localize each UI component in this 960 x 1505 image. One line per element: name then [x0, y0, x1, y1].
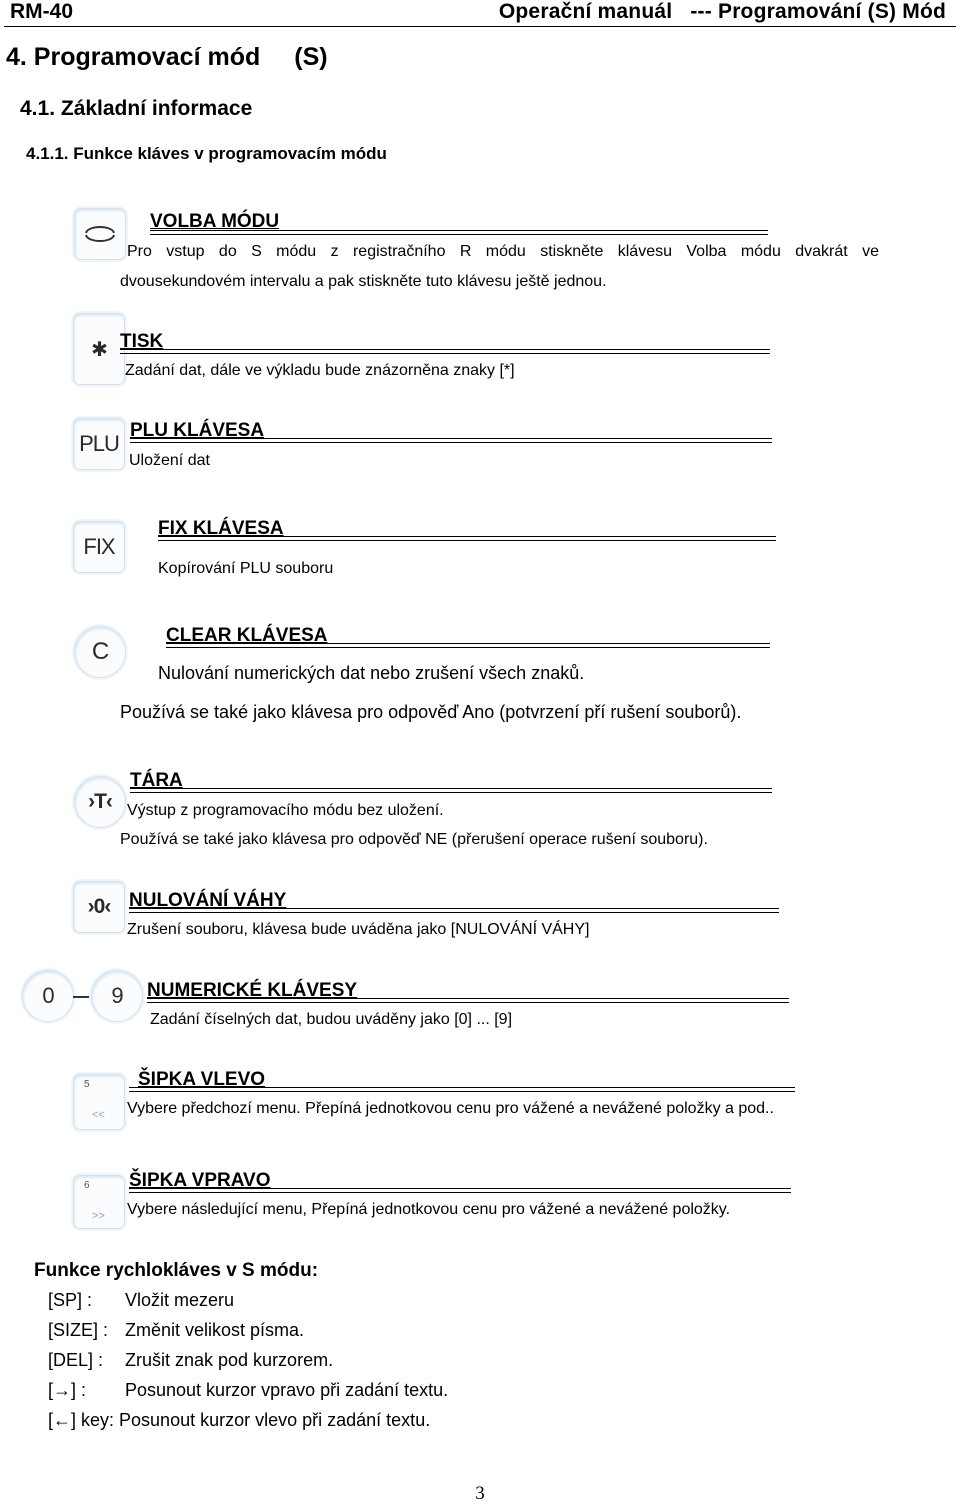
numeric-key-9-icon: 9	[91, 970, 143, 1022]
arrow-left-key-icon: 5 <<	[73, 1074, 125, 1130]
title-rule	[120, 349, 770, 354]
quick-key-text: Změnit velikost písma.	[125, 1320, 305, 1340]
range-dash	[73, 996, 91, 998]
key-desc-plu: Uložení dat	[129, 452, 210, 469]
asterisk-key-icon: ✱	[73, 313, 125, 385]
key-title-left: ŠIPKA VLEVO	[138, 1069, 266, 1090]
title-rule	[166, 643, 770, 648]
quick-key-text: Posunout kurzor vpravo při zadání textu.	[125, 1380, 449, 1400]
quick-keys-title: Funkce rychlokláves v S módu:	[34, 1260, 319, 1281]
key-title-numeric: NUMERICKÉ KLÁVESY	[147, 980, 358, 1001]
chapter-suffix: (S)	[294, 43, 328, 71]
title-rule	[129, 1087, 795, 1092]
arrow-right-key-icon: 6 >>	[73, 1175, 125, 1229]
quick-key-label: [→] :	[48, 1380, 87, 1400]
key-desc-mode-2: dvousekundovém intervalu a pak stiskněte tuto klávesu ještě jednou.	[120, 273, 607, 290]
quick-key-label: [DEL] :	[48, 1350, 104, 1370]
section-heading: 4.1. Základní informace	[20, 97, 253, 120]
quick-key-text: Posunout kurzor vlevo při zadání textu.	[119, 1410, 431, 1430]
key-desc-tare-2: Používá se také jako klávesa pro odpověď NE (přerušení operace rušení souboru).	[120, 831, 708, 848]
key-desc-print: Zadání dat, dále ve výkladu bude znázorněna znaky [*]	[125, 362, 515, 379]
quick-key-label: [←] key:	[48, 1410, 115, 1430]
fix-key-icon: FIX	[73, 521, 125, 573]
key-desc-numeric: Zadání číselných dat, budou uváděny jako [0] ... [9]	[150, 1011, 513, 1028]
quick-key-label: [SP] :	[48, 1290, 93, 1310]
key-desc-left: Vybere předchozí menu. Přepíná jednotkovou cenu pro vážené a nevážené položky a pod..	[127, 1100, 774, 1117]
chapter-title: 4. Programovací mód	[6, 43, 261, 71]
title-rule	[129, 908, 779, 913]
tare-key-icon: ›T‹	[74, 776, 126, 828]
key-desc-clear-1: Nulování numerických dat nebo zrušení všech znaků.	[158, 663, 585, 683]
quick-key-row	[48, 1290, 234, 1311]
key-desc-zero: Zrušení souboru, klávesa bude uváděna jako [NULOVÁNÍ VÁHY]	[127, 921, 590, 938]
page-number: 3	[475, 1483, 485, 1504]
key-desc-right: Vybere následující menu, Přepíná jednotkovou cenu pro vážené a nevážené položky.	[127, 1201, 731, 1218]
key-title-print: TISK	[120, 331, 164, 352]
clear-key-icon: C	[74, 626, 126, 678]
quick-key-text: Zrušit znak pod kurzorem.	[125, 1350, 334, 1370]
quick-key-row	[48, 1410, 430, 1431]
key-title-clear: CLEAR KLÁVESA	[166, 625, 328, 646]
title-rule	[129, 1188, 791, 1193]
key-title-right: ŠIPKA VPRAVO	[129, 1170, 271, 1191]
subsection-heading: 4.1.1. Funkce kláves v programovacím módu	[26, 144, 387, 163]
title-rule	[150, 230, 768, 235]
key-title-tare: TÁRA	[130, 770, 183, 791]
header-manual-title: Operační manuál --- Programování (S) Mód	[498, 0, 946, 23]
header-divider	[4, 26, 956, 27]
key-desc-clear-2: Používá se také jako klávesa pro odpověď Ano (potvrzení pří rušení souborů).	[120, 702, 742, 722]
quick-key-label: [SIZE] :	[48, 1320, 109, 1340]
numeric-key-0-icon: 0	[22, 970, 74, 1022]
key-desc-tare-1: Výstup z programovacího módu bez uložení.	[127, 802, 444, 819]
key-title-plu: PLU KLÁVESA	[130, 420, 265, 441]
key-title-zero: NULOVÁNÍ VÁHY	[129, 890, 287, 911]
chapter-heading	[6, 43, 328, 72]
key-title-mode: VOLBA MÓDU	[150, 211, 280, 232]
quick-key-row	[48, 1380, 448, 1401]
title-rule	[130, 788, 772, 793]
key-desc-fix: Kopírování PLU souboru	[158, 560, 334, 577]
key-desc-mode-1: Pro vstup do S módu z registračního R módu stiskněte klávesu Volba módu dvakrát ve	[127, 243, 879, 260]
quick-key-row	[48, 1350, 333, 1371]
zero-key-icon: ›0‹	[73, 881, 125, 933]
key-title-fix: FIX KLÁVESA	[158, 518, 284, 539]
title-rule	[158, 536, 776, 541]
title-rule	[147, 998, 789, 1003]
mode-key-icon	[74, 208, 126, 260]
plu-key-icon: PLU	[73, 418, 125, 470]
quick-key-row	[48, 1320, 304, 1341]
header-model: RM-40	[10, 0, 74, 23]
title-rule	[130, 438, 772, 443]
quick-key-text: Vložit mezeru	[125, 1290, 235, 1310]
